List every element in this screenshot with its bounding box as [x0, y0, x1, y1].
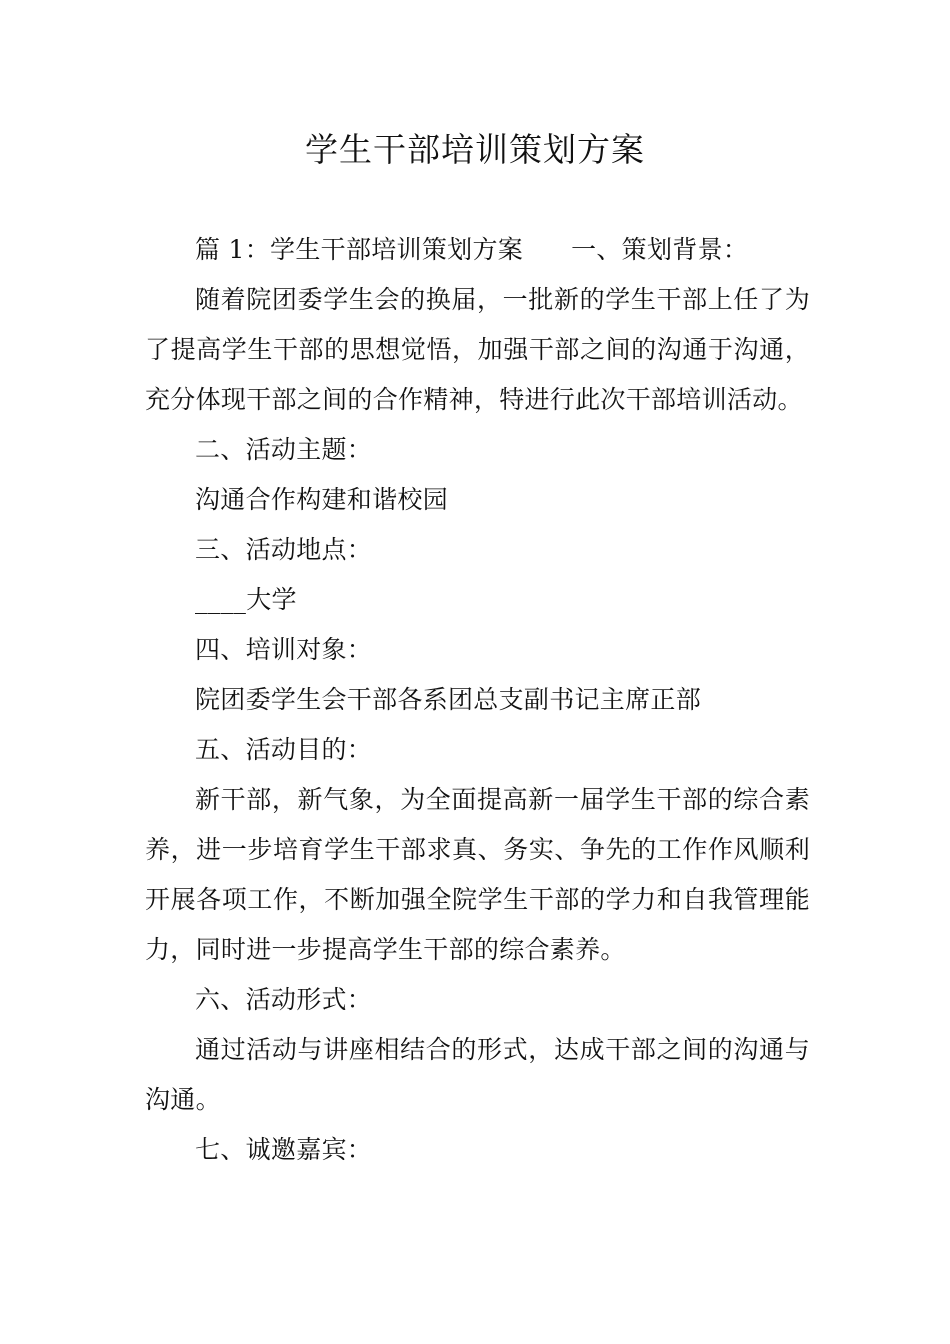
heading-section-5: 五、活动目的：	[195, 735, 373, 764]
heading-section-2: 二、活动主题：	[195, 435, 373, 464]
heading-article-1: 篇 1：学生干部培训策划方案	[195, 235, 524, 264]
heading-section-6: 六、活动形式：	[195, 985, 373, 1014]
paragraph-format: 通过活动与讲座相结合的形式，达成干部之间的沟通与沟通。	[145, 1035, 810, 1114]
heading-section-7: 七、诚邀嘉宾：	[195, 1135, 373, 1164]
paragraph-theme: 沟通合作构建和谐校园	[195, 485, 449, 514]
document-title: 学生干部培训策划方案	[305, 130, 645, 169]
heading-section-1: 一、策划背景：	[571, 235, 749, 264]
heading-section-3: 三、活动地点：	[195, 535, 373, 564]
paragraph-audience: 院团委学生会干部各系团总支副书记主席正部	[195, 685, 702, 714]
paragraph-background: 随着院团委学生会的换届，一批新的学生干部上任了为了提高学生干部的思想觉悟，加强干部之间的沟通于沟通，充分体现干部之间的合作精神，特进行此次干部培训活动。	[145, 285, 810, 414]
document-body	[145, 225, 810, 1175]
heading-section-4: 四、培训对象：	[195, 635, 373, 664]
first-line	[145, 225, 810, 275]
paragraph-location: ____大学	[195, 585, 297, 614]
paragraph-purpose: 新干部，新气象，为全面提高新一届学生干部的综合素养，进一步培育学生干部求真、务实、争先的工作作风顺利开展各项工作，不断加强全院学生干部的学力和自我管理能力，同时进一步提高学生干部的综合素养。	[145, 785, 810, 964]
